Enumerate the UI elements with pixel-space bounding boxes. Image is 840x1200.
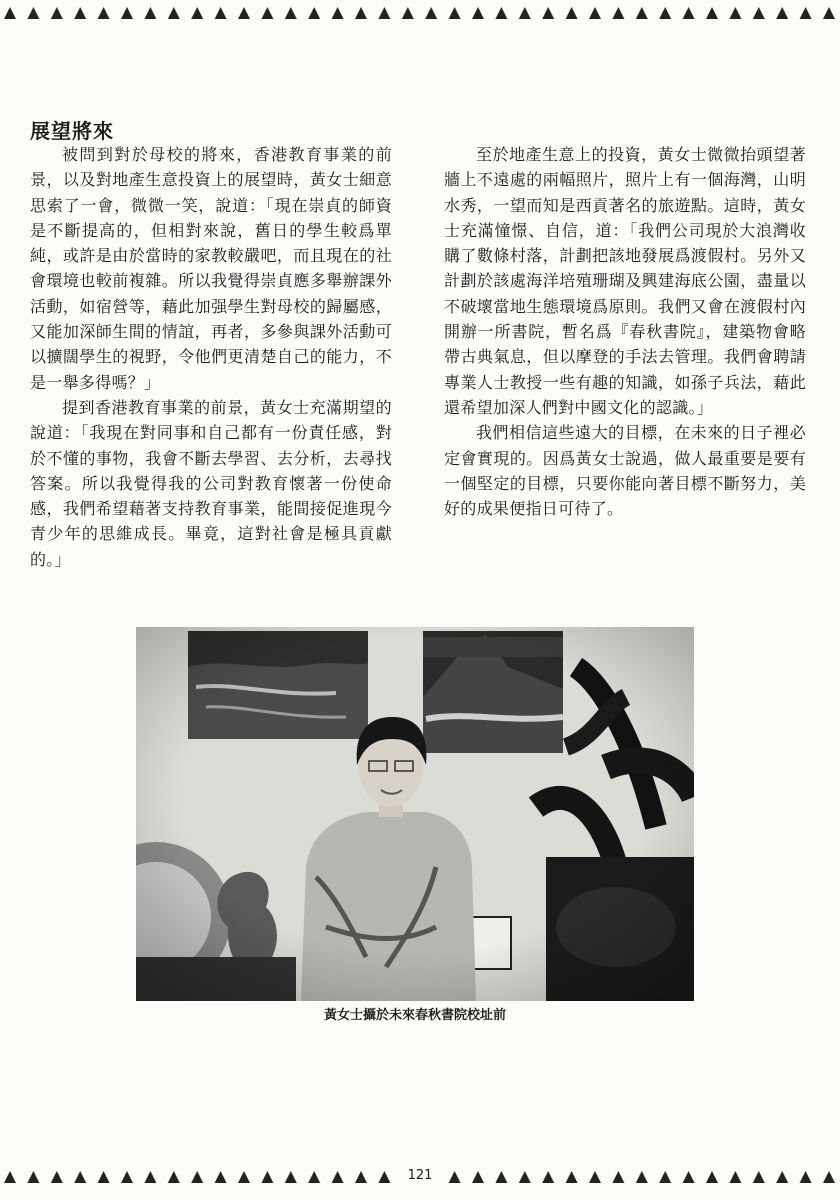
- article-column-right: [444, 142, 806, 521]
- portrait-photo: [136, 627, 694, 1001]
- top-triangle-border: [0, 6, 840, 20]
- photo-illustration: [136, 627, 694, 1001]
- paragraph: 我們相信這些遠大的目標，在未來的日子裡必定會實現的。因爲黃女士說過，做人最重要是要有一個堅定的目標，只要你能向著目標不斷努力，美好的成果便指日可待了。: [444, 423, 806, 519]
- triangle-border-top-graphic: [0, 6, 840, 20]
- photo-caption: 黃女士攝於未來春秋書院校址前: [323, 1008, 506, 1023]
- article-column-left: [30, 142, 392, 572]
- paragraph: 至於地產生意上的投資，黃女士微微抬頭望著牆上不遠處的兩幅照片，照片上有一個海灣，山明水秀，一望而知是西貢著名的旅遊點。這時，黃女士充滿憧憬、自信，道：「我們公司現於大浪灣收購了數條村落，計劃把該地發展爲渡假村。另外又計劃於該處海洋培殖珊瑚及興建海底公園，盡量以不破壞當地生態環境爲原則。我們又會在渡假村內開辦一所書院，暫名爲『春秋書院』，建築物會略帶古典氣息，但以摩登的手法去管理。我們會聘請專業人士教授一些有趣的知識，如孫子兵法，藉此還希望加深人們對中國文化的認識。」: [444, 145, 806, 417]
- paragraph: 提到香港教育事業的前景，黃女士充滿期望的說道：「我現在對同事和自己都有一份責任感，對於不懂的事物，我會不斷去學習、去分析，去尋找答案。所以我覺得我的公司對教育懷著一份使命感，我們希望藉著支持教育事業，能間接促進現今青少年的思維成長。畢竟，這對社會是極具貢獻的。」: [30, 397, 392, 569]
- page-number: 121: [400, 1167, 440, 1185]
- section-title: 展望將來: [30, 119, 114, 143]
- paragraph: 被問到對於母校的將來，香港教育事業的前景，以及對地產生意投資上的展望時，黃女士細意思索了一會，微微一笑，說道：「現在崇貞的師資是不斷提高的，但相對來說，舊日的學生較爲單純，或許是由於當時的家教較嚴吧，而且現在的社會環境也較前複雜。所以我覺得崇貞應多舉辦課外活動，如宿營等，藉此加强學生對母校的歸屬感，又能加深師生間的情誼，再者，多參與課外活動可以擴闊學生的視野，令他們更清楚自己的能力，不是一舉多得嗎？」: [30, 145, 392, 392]
